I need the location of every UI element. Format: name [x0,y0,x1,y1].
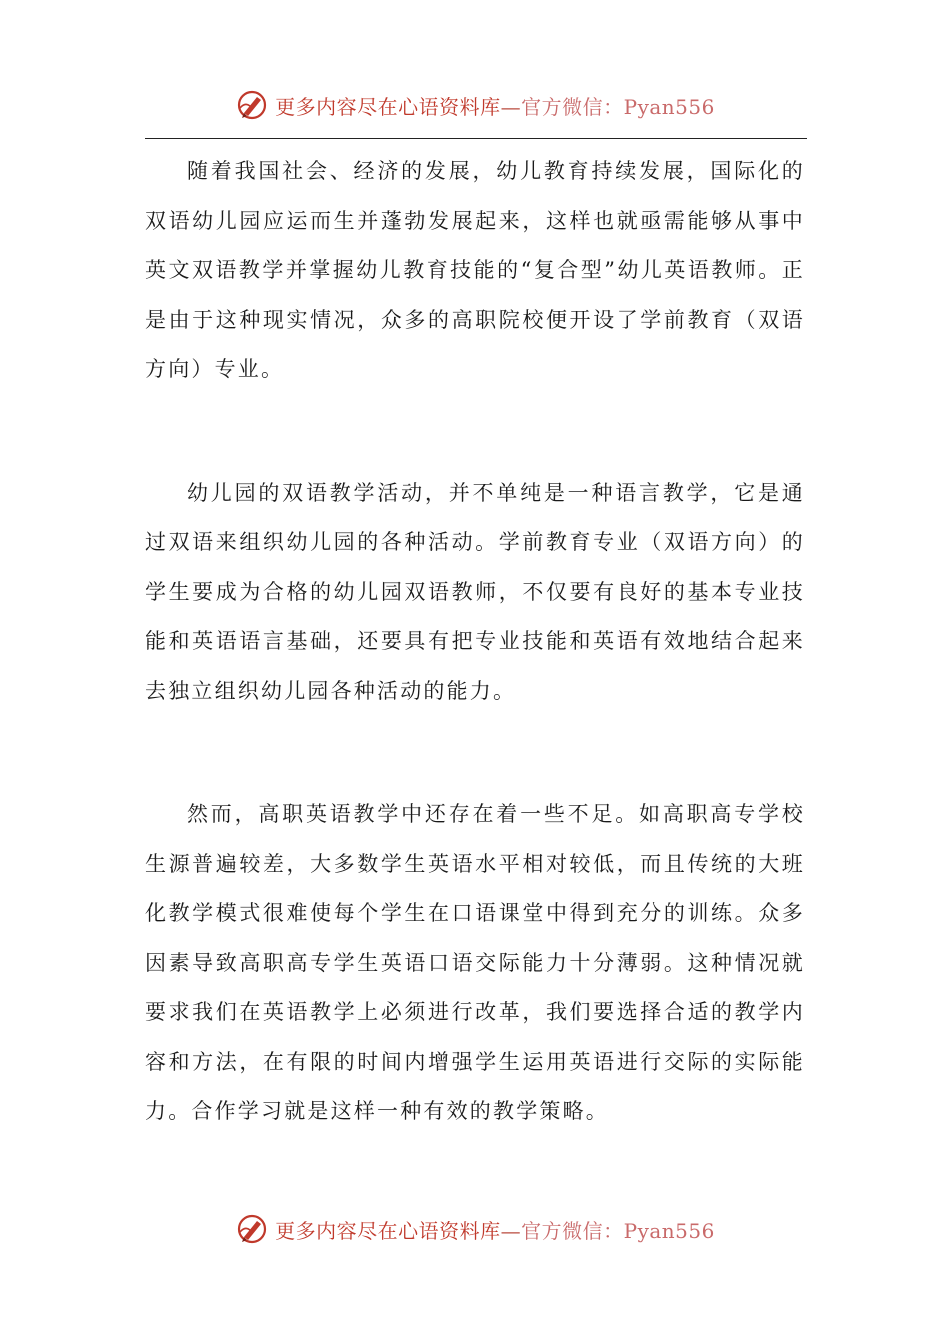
paragraph-2: 幼儿园的双语教学活动，并不单纯是一种语言教学，它是通过双语来组织幼儿园的各种活动。学前教育专业（双语方向）的学生要成为合格的幼儿园双语教师，不仅要有良好的基本专业技能和英语语言基础，还要具有把专业技能和英语有效地结合起来去独立组织幼儿园各种活动的能力。 [145,480,805,703]
header-banner-text [275,91,715,120]
header-banner [0,85,950,125]
footer-brand-text: 更多内容尽在心语资料库 [275,1218,501,1243]
paragraph-1: 随着我国社会、经济的发展，幼儿教育持续发展，国际化的双语幼儿园应运而生并蓬勃发展起来，这样也就亟需能够从事中英文双语教学并掌握幼儿教育技能的“复合型”幼儿英语教师。正是由于这种现实情况，众多的高职院校便开设了学前教育（双语方向）专业。 [145,159,805,381]
footer-banner-text [275,1215,715,1244]
pen-logo-icon [235,88,269,122]
footer-separator: — [500,1218,522,1243]
footer-banner [0,1209,950,1249]
footer-contact-text: 官方微信：Pyan556 [521,1218,715,1243]
header-divider [145,138,807,139]
header-contact-text: 官方微信：Pyan556 [521,94,715,119]
pen-logo-icon [235,1212,269,1246]
header-brand-text: 更多内容尽在心语资料库 [275,94,501,119]
header-separator: — [500,94,522,119]
paragraph-3: 然而，高职英语教学中还存在着一些不足。如高职高专学校生源普遍较差，大多数学生英语水平相对较低，而且传统的大班化教学模式很难使每个学生在口语课堂中得到充分的训练。众多因素导致高职高专学生英语口语交际能力十分薄弱。这种情况就要求我们在英语教学上必须进行改革，我们要选择合适的教学内容和方法，在有限的时间内增强学生运用英语进行交际的实际能力。合作学习就是这样一种有效的教学策略。 [145,802,805,1123]
body-content [145,147,805,1137]
